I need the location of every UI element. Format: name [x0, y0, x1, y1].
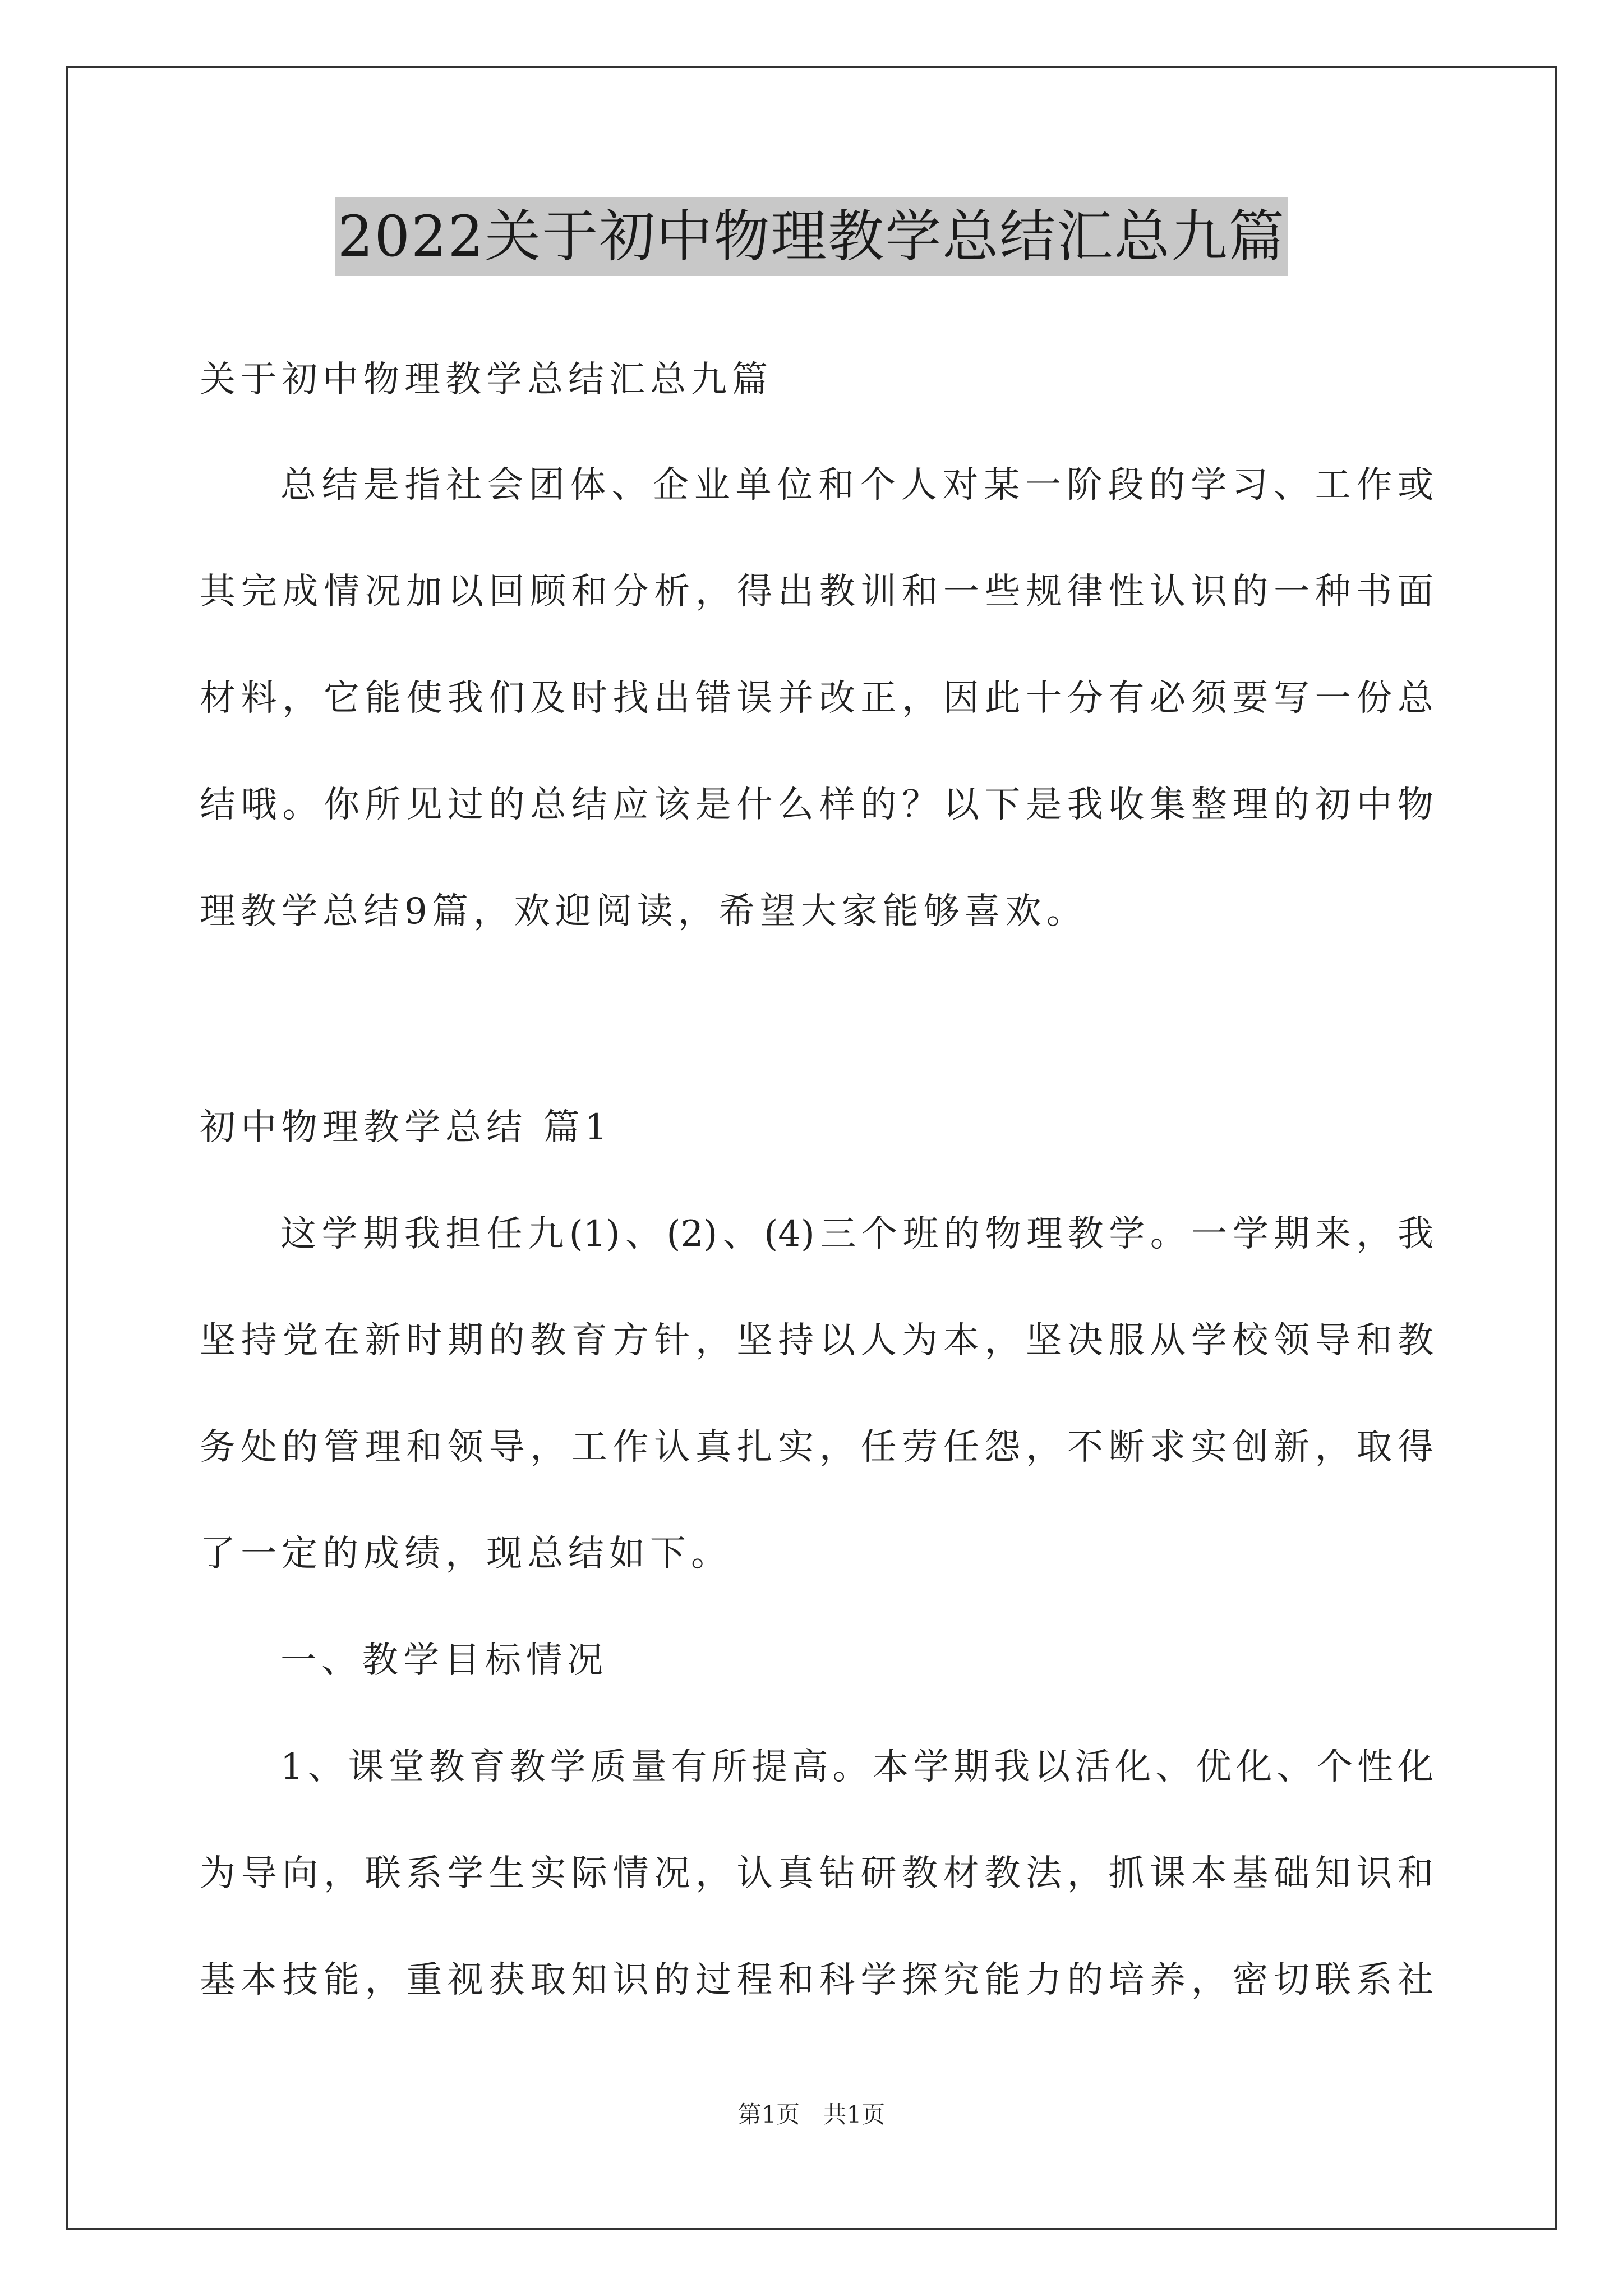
- paragraph-line: 1、课堂教育教学质量有所提高。本学期我以活化、优化、个性化: [280, 1746, 1433, 1788]
- page-number: 第1页: [737, 2101, 800, 2128]
- page-total: 共1页: [823, 2101, 886, 2128]
- paragraph-line: 为导向，联系学生实际情况，认真钻研教材教法，抓课本基础知识和: [200, 1853, 1433, 1894]
- paragraph-line: 总结是指社会团体、企业单位和个人对某一阶段的学习、工作或: [280, 464, 1433, 506]
- document-title: 2022关于初中物理教学总结汇总九篇: [335, 197, 1288, 276]
- paragraph-line: 结哦。你所见过的总结应该是什么样的？以下是我收集整理的初中物: [200, 784, 1433, 826]
- subtitle-line: 关于初中物理教学总结汇总九篇: [200, 359, 773, 401]
- paragraph-line: 这学期我担任九(1)、(2)、(4)三个班的物理教学。一学期来，我: [280, 1213, 1433, 1255]
- paragraph-line: 坚持党在新时期的教育方针，坚持以人为本，坚决服从学校领导和教: [200, 1320, 1433, 1361]
- paragraph-line: 理教学总结9篇，欢迎阅读，希望大家能够喜欢。: [200, 891, 1087, 932]
- paragraph-line: 材料，它能使我们及时找出错误并改正，因此十分有必须要写一份总: [200, 678, 1433, 719]
- paragraph-line: 了一定的成绩，现总结如下。: [200, 1533, 732, 1575]
- paragraph-line: 其完成情况加以回顾和分析，得出教训和一些规律性认识的一种书面: [200, 571, 1433, 613]
- paragraph-line: 基本技能，重视获取知识的过程和科学探究能力的培养，密切联系社: [200, 1959, 1433, 2001]
- page-footer: [0, 2098, 1623, 2132]
- paragraph-line: 务处的管理和领导，工作认真扎实，任劳任怨，不断求实创新，取得: [200, 1427, 1433, 1468]
- subsection-heading: 一、教学目标情况: [280, 1640, 608, 1681]
- title-container: [0, 197, 1623, 276]
- section-heading: 初中物理教学总结 篇1: [200, 1107, 613, 1148]
